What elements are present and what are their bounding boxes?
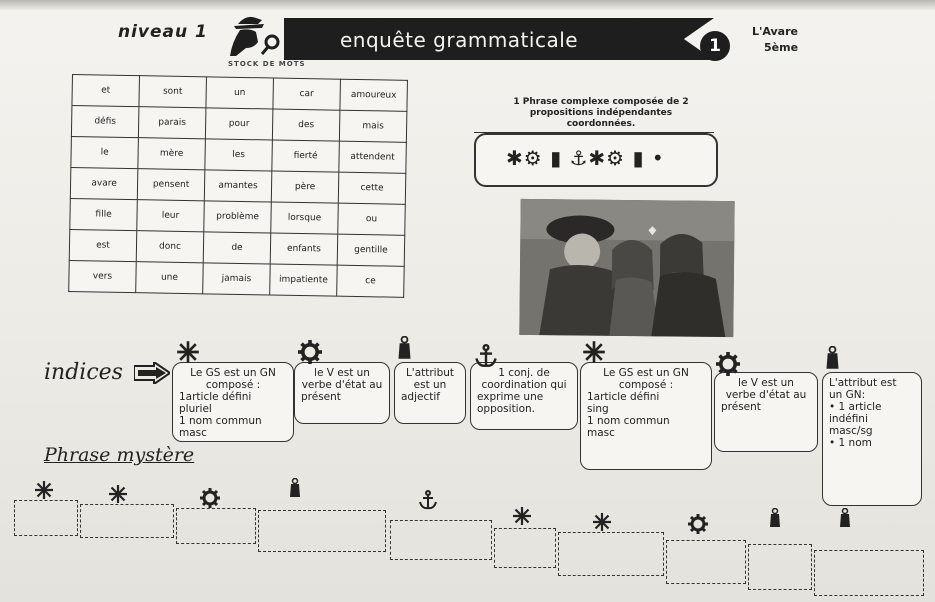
word-slot[interactable] <box>176 508 256 544</box>
page-title: enquête grammaticale <box>340 28 579 52</box>
asterisk-icon <box>108 484 128 509</box>
word-stock-table <box>68 74 408 298</box>
word-cell: cette <box>338 172 406 204</box>
tag-icon: ▮ <box>632 146 645 170</box>
anchor-icon <box>418 490 438 515</box>
word-cell: jamais <box>203 263 271 295</box>
asterisk-icon <box>592 512 612 537</box>
gear-icon <box>298 340 322 368</box>
illustration-drawing <box>519 199 734 337</box>
word-cell: leur <box>137 200 205 232</box>
clue-line: masc <box>179 427 207 439</box>
gear-icon <box>688 514 708 539</box>
word-cell: et <box>72 75 140 107</box>
word-slot[interactable] <box>80 504 174 538</box>
sheet-number: 1 <box>700 31 730 61</box>
word-cell: gentille <box>337 234 405 266</box>
clue-line: verbe d'état au <box>301 379 383 391</box>
word-cell: problème <box>204 201 272 233</box>
clue-box <box>714 372 818 452</box>
clue-line: 1article défini <box>587 391 660 403</box>
clue-line: présent <box>721 401 761 413</box>
clue-line: sing <box>587 403 609 415</box>
clue-line: masc <box>587 427 615 439</box>
indices-label: indices <box>44 360 123 385</box>
word-cell: défis <box>71 106 139 138</box>
grade-label: 5ème <box>764 41 799 54</box>
clue-line: présent <box>301 391 341 403</box>
word-cell: est <box>69 229 137 261</box>
level-label: niveau 1 <box>118 22 208 42</box>
work-info <box>752 24 798 56</box>
word-slot[interactable] <box>390 520 492 560</box>
word-cell: de <box>203 232 271 264</box>
word-cell: amantes <box>204 170 272 202</box>
word-cell: père <box>271 171 339 203</box>
clue-line: L'attribut <box>405 367 455 379</box>
clue-line: composé : <box>205 379 261 391</box>
word-cell: sont <box>139 76 207 108</box>
clue-line: coordination qui <box>481 379 567 391</box>
clue-line: est un <box>413 379 447 391</box>
rule-title <box>486 97 716 130</box>
word-slot[interactable] <box>814 550 924 596</box>
detective-icon <box>228 12 284 58</box>
clue-box <box>394 362 466 424</box>
word-cell: les <box>205 139 273 171</box>
asterisk-icon: ✱ <box>506 146 524 170</box>
word-cell: impatiente <box>270 264 338 296</box>
word-cell: donc <box>136 231 204 263</box>
gear-icon <box>716 352 740 380</box>
word-slot[interactable] <box>748 544 812 590</box>
word-cell: ou <box>338 203 406 235</box>
gear-icon: ⚙ <box>606 146 626 170</box>
word-table-row <box>69 260 404 297</box>
word-cell: un <box>206 77 274 109</box>
tag-icon <box>838 508 852 533</box>
asterisk-icon <box>34 480 54 505</box>
clue-box <box>470 362 578 430</box>
scene-illustration <box>519 199 734 337</box>
word-cell: ce <box>337 265 405 297</box>
rule-title-line: propositions indépendantes <box>529 108 673 118</box>
clue-line: le V est un <box>738 377 794 389</box>
asterisk-icon <box>512 506 532 531</box>
clue-box <box>580 362 712 470</box>
word-slot[interactable] <box>494 528 556 568</box>
asterisk-icon <box>582 340 606 368</box>
word-slot[interactable] <box>558 532 664 576</box>
word-cell: parais <box>138 107 206 139</box>
clue-line: 1 nom commun <box>179 415 262 427</box>
rule-divider <box>474 132 714 133</box>
clue-line: 1 conj. de <box>498 367 550 379</box>
clue-line: composé : <box>618 379 674 391</box>
clue-line: verbe d'état au <box>725 389 807 401</box>
word-slot[interactable] <box>666 540 746 584</box>
word-cell: fierté <box>272 140 340 172</box>
clue-line: Le GS est un GN <box>190 367 276 379</box>
word-cell: lorsque <box>271 202 339 234</box>
word-cell: amoureux <box>340 79 408 111</box>
clue-line: opposition. <box>477 403 536 415</box>
word-cell: pensent <box>137 169 205 201</box>
arrow-right-icon <box>134 362 170 384</box>
mystery-sentence-label: Phrase mystère <box>44 444 195 466</box>
clue-line: • 1 article <box>829 401 882 413</box>
clue-line: 1article défini <box>179 391 252 403</box>
period-symbol: • <box>651 146 665 170</box>
rule-title-line: coordonnées. <box>566 119 636 129</box>
clue-box <box>294 362 390 424</box>
word-cell: mère <box>138 138 206 170</box>
clue-line: L'attribut est <box>829 377 897 389</box>
word-cell: mais <box>339 110 407 142</box>
word-cell: le <box>71 136 139 168</box>
clue-line: masc/sg <box>829 425 873 437</box>
anchor-icon <box>474 344 498 372</box>
tag-icon <box>288 478 302 503</box>
word-cell: avare <box>70 167 138 199</box>
clue-line: exprime une <box>477 391 544 403</box>
gear-icon <box>200 488 220 513</box>
clue-line: pluriel <box>179 403 212 415</box>
clue-box <box>172 362 294 442</box>
clue-line: un GN: <box>829 389 866 401</box>
clue-box <box>822 372 922 506</box>
tag-icon <box>824 346 841 374</box>
word-cell: pour <box>205 108 273 140</box>
word-slot[interactable] <box>258 510 386 552</box>
clue-line: adjectif <box>401 391 440 403</box>
word-cell: attendent <box>339 141 407 173</box>
anchor-icon: ⚓ <box>569 146 589 170</box>
word-cell: une <box>136 262 204 294</box>
word-cell: enfants <box>270 233 338 265</box>
tag-icon <box>768 508 782 533</box>
rule-title-line: 1 Phrase complexe composée de 2 <box>513 97 689 107</box>
word-cell: fille <box>70 198 138 230</box>
word-cell: des <box>272 109 340 141</box>
page-edge <box>0 0 935 10</box>
work-title: L'Avare <box>752 25 798 38</box>
word-slot[interactable] <box>14 500 78 536</box>
asterisk-icon <box>176 340 200 368</box>
gear-icon: ⚙ <box>523 146 543 170</box>
asterisk-icon: ✱ <box>588 146 607 170</box>
tag-icon <box>396 336 413 364</box>
word-cell: car <box>273 78 341 110</box>
clue-line: • 1 nom <box>829 437 872 449</box>
word-cell: vers <box>69 260 137 292</box>
clue-line: Le GS est un GN <box>603 367 689 379</box>
clue-line: 1 nom commun <box>587 415 670 427</box>
tag-icon: ▮ <box>550 146 563 170</box>
clue-line: le V est un <box>314 367 370 379</box>
stock-label: STOCK DE MOTS <box>228 60 306 68</box>
rule-symbols <box>506 146 665 170</box>
clue-line: indéfini <box>829 413 868 425</box>
